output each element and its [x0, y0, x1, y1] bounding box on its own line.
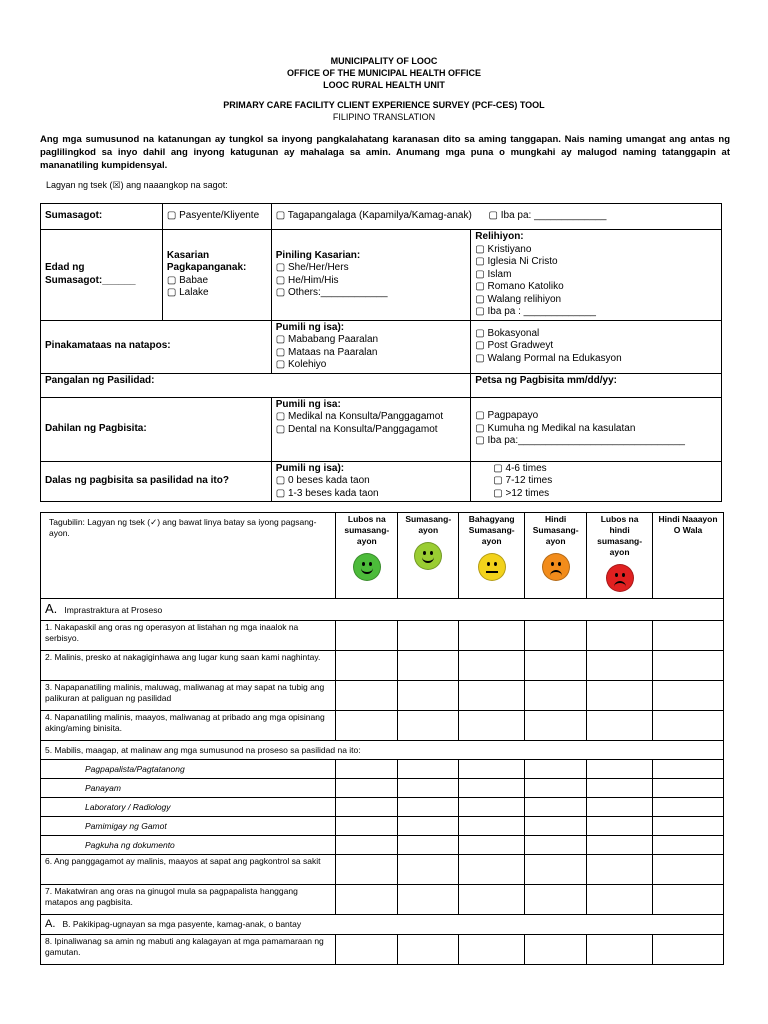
rating-cell[interactable]: [398, 935, 459, 965]
rating-cell[interactable]: [525, 711, 587, 741]
rating-cell[interactable]: [653, 798, 724, 817]
rating-cell[interactable]: [398, 681, 459, 711]
question-text: 7. Makatwiran ang oras na ginugol mula sa pagpapalista hanggang matapos ang pagbisita.: [41, 885, 336, 915]
rating-cell[interactable]: [459, 855, 525, 885]
rating-cell[interactable]: [525, 817, 587, 836]
col-hindi-sang-ayon: [525, 513, 587, 599]
rating-cell[interactable]: [587, 836, 653, 855]
column-label: Lubos na sumasang-ayon: [344, 514, 390, 546]
office-heading: OFFICE OF THE MUNICIPAL HEALTH OFFICE: [287, 68, 481, 78]
rating-cell[interactable]: [525, 935, 587, 965]
rating-cell[interactable]: [398, 760, 459, 779]
relihiyon-label: Relihiyon:: [475, 231, 524, 242]
table-row: [41, 621, 724, 651]
rating-cell[interactable]: [525, 885, 587, 915]
survey-table: [40, 512, 724, 965]
lalake-option[interactable]: ▢ Lalake: [166, 287, 209, 299]
pumili-label: Pumili ng isa):: [275, 462, 345, 474]
rating-cell[interactable]: [587, 935, 653, 965]
rating-cell[interactable]: [587, 621, 653, 651]
dahilan-label: Dahilan ng Pagbisita:: [41, 397, 272, 461]
rating-cell[interactable]: [587, 885, 653, 915]
bokasyonal-option[interactable]: ▢ Bokasyonal: [475, 327, 540, 339]
rating-cell[interactable]: [336, 885, 398, 915]
sub-item-text: Laboratory / Radiology: [41, 798, 336, 817]
rating-cell[interactable]: [653, 855, 724, 885]
happy-face-icon: [414, 542, 442, 570]
table-row: [41, 711, 724, 741]
dahilan-cell-1: [271, 397, 471, 461]
table-row: [41, 651, 724, 681]
section-title: Imprastraktura at Proseso: [64, 605, 163, 615]
table-row: [41, 855, 724, 885]
rating-cell[interactable]: [653, 711, 724, 741]
rating-cell[interactable]: [587, 681, 653, 711]
twelve-plus-option[interactable]: ▢ >12 times: [493, 487, 550, 499]
table-row: [41, 779, 724, 798]
rating-cell[interactable]: [525, 855, 587, 885]
rating-cell[interactable]: [398, 836, 459, 855]
rating-cell[interactable]: [459, 798, 525, 817]
column-label: Sumasang-ayon: [405, 514, 452, 535]
romano-option[interactable]: ▢ Romano Katoliko: [475, 281, 564, 292]
rating-cell[interactable]: [587, 798, 653, 817]
instruction-text: Lagyan ng tsek (☒) ang naaangkop na sagot:: [46, 180, 228, 190]
rating-cell[interactable]: [653, 681, 724, 711]
question-text: 1. Nakapaskil ang oras ng operasyon at listahan ng mga inaalok na serbisyo.: [41, 621, 336, 651]
respondent-info-table: [40, 203, 722, 502]
table-row: [41, 817, 724, 836]
kolehiyo-option[interactable]: ▢ Kolehiyo: [275, 359, 327, 370]
zero-beses-option[interactable]: ▢ 0 beses kada taon: [275, 475, 370, 486]
rating-cell[interactable]: [653, 779, 724, 798]
rating-cell[interactable]: [459, 651, 525, 681]
rating-cell[interactable]: [336, 681, 398, 711]
sumasagot-label: Sumasagot:: [41, 204, 163, 230]
iba-pa-option[interactable]: ▢ Iba pa: _____________: [488, 210, 607, 222]
survey-instruction: Tagubilin: Lagyan ng tsek (✓) ang bawat linya batay sa iyong pagsang-ayon.: [41, 513, 336, 599]
municipality-heading: MUNICIPALITY OF LOOC: [330, 56, 438, 66]
walang-relihiyon-option[interactable]: ▢ Walang relihiyon: [475, 293, 562, 305]
iba-pa-dahilan-option[interactable]: ▢ Iba pa:______________________________: [475, 435, 685, 447]
relihiyon-cell: [471, 230, 722, 321]
pasilidad-field[interactable]: Pangalan ng Pasilidad:: [41, 373, 471, 397]
rating-cell[interactable]: [398, 855, 459, 885]
question-text: 4. Napanatiling malinis, maayos, maliwanag at pribado ang mga opisinang aking/aming binisita.: [41, 711, 336, 741]
table-row: [41, 760, 724, 779]
question-text: 3. Napapanatiling malinis, maluwag, maliwanag at may sapat na tubig ang palikuran at paliguan ng pasilidad: [41, 681, 336, 711]
rating-cell[interactable]: [653, 760, 724, 779]
rating-cell[interactable]: [459, 760, 525, 779]
rating-cell[interactable]: [653, 817, 724, 836]
col-lubos-hindi: [587, 513, 653, 599]
col-bahagya: [459, 513, 525, 599]
kasarian-label: Kasarian Pagkapanganak:: [166, 249, 247, 274]
medikal-option[interactable]: ▢ Medikal na Konsulta/Panggagamot: [275, 411, 444, 422]
rating-cell[interactable]: [336, 621, 398, 651]
sub-item-text: Pagkuha ng dokumento: [41, 836, 336, 855]
column-label: Hindi Naaayon O Wala: [658, 514, 718, 535]
seven-twelve-option[interactable]: ▢ 7-12 times: [493, 475, 553, 486]
section-a-header: [41, 599, 724, 621]
column-label: Lubos na hindi sumasang-ayon: [597, 514, 643, 557]
rating-cell[interactable]: [653, 885, 724, 915]
rating-cell[interactable]: [459, 885, 525, 915]
rating-cell[interactable]: [459, 711, 525, 741]
question-text: 2. Malinis, presko at nakagiginhawa ang lugar kung saan kami naghintay.: [41, 651, 336, 681]
intro-paragraph: Ang mga sumusunod na katanungan ay tungkol sa inyong pangkalahatang karanasan dito sa aming tanggapan. Nais naming umangat ang antas ng paglilingkod sa inyo dahil ang inyong katugunan ay mahalaga sa amin. Anumang mga puna o mungkahi ay malugod naming tatanggapin at mananatiling kumpidensyal.: [40, 134, 730, 171]
post-gradweyt-option[interactable]: ▢ Post Gradweyt: [475, 340, 554, 352]
survey-subtitle: FILIPINO TRANSLATION: [332, 112, 436, 122]
rating-cell[interactable]: [398, 798, 459, 817]
rating-cell[interactable]: [336, 855, 398, 885]
rating-cell[interactable]: [587, 760, 653, 779]
pasyente-option[interactable]: ▢ Pasyente/Kliyente: [162, 204, 271, 230]
rating-cell[interactable]: [398, 621, 459, 651]
sub-item-text: Panayam: [41, 779, 336, 798]
section-letter: A.: [45, 601, 58, 616]
question-text: 6. Ang panggagamot ay malinis, maayos at sapat ang pagkontrol sa sakit: [41, 855, 336, 885]
very-happy-face-icon: [353, 553, 381, 581]
piniling-label: Piniling Kasarian:: [275, 249, 361, 261]
rating-cell[interactable]: [398, 885, 459, 915]
column-label: Bahagyang Sumasang-ayon: [468, 514, 515, 546]
kumuha-option[interactable]: ▢ Kumuha ng Medikal na kasulatan: [475, 422, 636, 434]
rating-cell[interactable]: [525, 760, 587, 779]
four-six-option[interactable]: ▢ 4-6 times: [493, 462, 547, 474]
neutral-face-icon: [478, 553, 506, 581]
rating-cell[interactable]: [336, 711, 398, 741]
rating-cell[interactable]: [459, 779, 525, 798]
mababang-option[interactable]: ▢ Mababang Paaralan: [275, 334, 379, 345]
dalas-cell-1: [271, 461, 471, 502]
rating-cell[interactable]: [398, 779, 459, 798]
rating-cell[interactable]: [653, 836, 724, 855]
rating-cell[interactable]: [459, 817, 525, 836]
rating-cell[interactable]: [459, 681, 525, 711]
question-text: 8. Ipinaliwanag sa amin ng mabuti ang kalagayan at mga pamamaraan ng gamutan.: [41, 935, 336, 965]
walang-pormal-option[interactable]: ▢ Walang Pormal na Edukasyon: [475, 352, 622, 364]
rhu-heading: LOOC RURAL HEALTH UNIT: [323, 80, 445, 90]
col-lubos-sang-ayon: [336, 513, 398, 599]
rating-cell[interactable]: [525, 836, 587, 855]
sad-face-icon: [542, 553, 570, 581]
dental-option[interactable]: ▢ Dental na Konsulta/Panggagamot: [275, 423, 438, 435]
table-row: [41, 681, 724, 711]
she-option[interactable]: ▢ She/Her/Hers: [275, 262, 349, 274]
rating-cell[interactable]: [653, 935, 724, 965]
rating-cell[interactable]: [587, 817, 653, 836]
rating-cell[interactable]: [398, 711, 459, 741]
rating-cell[interactable]: [653, 621, 724, 651]
rating-cell[interactable]: [587, 779, 653, 798]
rating-cell[interactable]: [525, 621, 587, 651]
pagpapayo-option[interactable]: ▢ Pagpapayo: [475, 410, 539, 422]
kasarian-cell: [162, 230, 271, 321]
kristiyano-option[interactable]: ▢ Kristiyano: [475, 243, 532, 255]
rating-cell[interactable]: [336, 836, 398, 855]
edad-field[interactable]: Edad ng Sumasagot:______: [41, 230, 163, 321]
rating-cell[interactable]: [398, 651, 459, 681]
section-title: B. Pakikipag-ugnayan sa mga pasyente, kamag-anak, o bantay: [62, 919, 302, 929]
column-label: Hindi Sumasang-ayon: [532, 514, 579, 546]
table-row: [41, 798, 724, 817]
islam-option[interactable]: ▢ Islam: [475, 268, 512, 280]
he-option[interactable]: ▢ He/Him/His: [275, 274, 339, 286]
education-cell-2: [471, 320, 722, 373]
rating-cell[interactable]: [587, 855, 653, 885]
tagapangalaga-option[interactable]: ▢ Tagapangalaga (Kapamilya/Kamag-anak): [275, 210, 472, 222]
piniling-kasarian-cell: [271, 230, 471, 321]
rating-cell[interactable]: [525, 651, 587, 681]
babae-option[interactable]: ▢ Babae: [166, 274, 209, 286]
rating-cell[interactable]: [459, 836, 525, 855]
col-hindi-naaayon: [653, 513, 724, 599]
tagapangalaga-cell: [271, 204, 721, 230]
rating-cell[interactable]: [336, 798, 398, 817]
rating-cell[interactable]: [459, 621, 525, 651]
education-cell-1: [271, 320, 471, 373]
rating-cell[interactable]: [587, 651, 653, 681]
question-text: 5. Mabilis, maagap, at malinaw ang mga sumusunod na proseso sa pasilidad na ito:: [41, 741, 724, 760]
rating-cell[interactable]: [653, 651, 724, 681]
rating-cell[interactable]: [525, 681, 587, 711]
very-sad-face-icon: [606, 564, 634, 592]
sub-item-text: Pamimigay ng Gamot: [41, 817, 336, 836]
petsa-field[interactable]: Petsa ng Pagbisita mm/dd/yy:: [471, 373, 722, 397]
one-three-beses-option[interactable]: ▢ 1-3 beses kada taon: [275, 487, 379, 499]
table-row: [41, 885, 724, 915]
dahilan-cell-2: [471, 397, 722, 461]
sub-item-text: Pagpapalista/Pagtatanong: [41, 760, 336, 779]
section-b-header: [41, 915, 724, 935]
rating-cell[interactable]: [336, 651, 398, 681]
table-row: [41, 935, 724, 965]
pumili-label: Pumili ng isa:: [275, 398, 341, 410]
rating-cell[interactable]: [336, 935, 398, 965]
survey-title: PRIMARY CARE FACILITY CLIENT EXPERIENCE SURVEY (PCF-CES) TOOL: [223, 100, 545, 110]
rating-cell[interactable]: [398, 817, 459, 836]
rating-cell[interactable]: [525, 779, 587, 798]
iglesia-option[interactable]: ▢ Iglesia Ni Cristo: [475, 256, 558, 267]
rating-cell[interactable]: [336, 779, 398, 798]
pinakamataas-label: Pinakamataas na natapos:: [41, 320, 272, 373]
rating-cell[interactable]: [336, 760, 398, 779]
dalas-cell-2: [471, 461, 722, 502]
mataas-option[interactable]: ▢ Mataas na Paaralan: [275, 346, 378, 358]
rating-cell[interactable]: [525, 798, 587, 817]
others-option[interactable]: ▢ Others:____________: [275, 287, 388, 299]
dalas-label: Dalas ng pagbisita sa pasilidad na ito?: [41, 461, 272, 502]
rating-cell[interactable]: [459, 935, 525, 965]
rating-cell[interactable]: [336, 817, 398, 836]
pumili-label: Pumili ng isa):: [275, 321, 345, 333]
col-sang-ayon: [398, 513, 459, 599]
iba-pa-relihiyon-option[interactable]: ▢ Iba pa : _____________: [475, 306, 596, 317]
table-row: [41, 836, 724, 855]
section-letter: A.: [45, 918, 56, 930]
rating-cell[interactable]: [587, 711, 653, 741]
